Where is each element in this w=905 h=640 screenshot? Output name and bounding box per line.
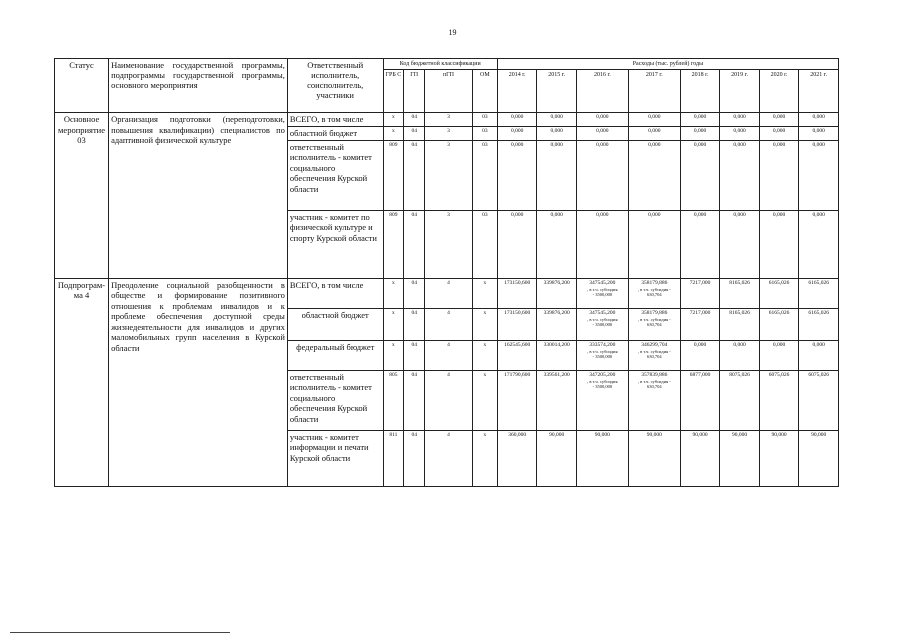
header-name: Наименование государственной программы, подпрограммы государственной программы, основного мероприятия [109, 59, 288, 113]
value-main: 360,000 [508, 431, 527, 438]
value-main: 0,000 [693, 128, 707, 134]
code-cell: 4 [425, 278, 473, 308]
code-cell: 811 [383, 430, 404, 486]
value-cell [680, 278, 720, 308]
code-cell: 04 [404, 113, 425, 127]
value-cell [537, 127, 577, 141]
value-cell [576, 430, 628, 486]
code-cell: 809 [383, 210, 404, 278]
value-note: , в т.ч. субсидия - [637, 348, 671, 354]
value-main: 6165,026 [808, 309, 829, 316]
value-main: 90,000 [771, 431, 787, 438]
value-note: 630,704 [647, 354, 662, 359]
code-cell: 04 [404, 430, 425, 486]
header-year: 2018 г. [680, 70, 720, 113]
value-main: 0,000 [812, 341, 825, 348]
value-main: 0,000 [648, 128, 661, 134]
value-cell [628, 278, 680, 308]
value-main: 0,000 [648, 114, 661, 120]
value-main: 347545,200 [589, 279, 616, 286]
value-main: 0,000 [733, 211, 746, 218]
value-main: 90,000 [811, 431, 827, 438]
value-cell [537, 430, 577, 486]
value-cell [759, 127, 799, 141]
code-cell: 4 [425, 340, 473, 370]
code-cell: х [383, 127, 404, 141]
value-cell [759, 308, 799, 340]
value-main: 0,000 [733, 341, 746, 348]
value-main: 339876,200 [543, 309, 570, 316]
value-main: 0,000 [772, 211, 786, 218]
value-cell [497, 370, 537, 430]
section-status: Основное мероприятие 03 [55, 113, 109, 279]
value-note: , в т.ч. субсидия [587, 378, 618, 384]
value-main: 0,000 [693, 141, 707, 148]
value-cell [680, 308, 720, 340]
code-cell: 03 [472, 210, 497, 278]
value-cell [497, 113, 537, 127]
value-cell [680, 140, 720, 210]
value-cell [759, 370, 799, 430]
value-note: , в т.ч. субсидия - [637, 316, 671, 322]
code-cell: х [383, 308, 404, 340]
value-main: 6165,026 [808, 279, 829, 286]
value-note: , в т.ч. субсидия - [637, 378, 671, 384]
header-year: 2017 г. [628, 70, 680, 113]
value-main: 330014,200 [543, 341, 570, 348]
value-cell [628, 340, 680, 370]
section-name: Преодоление социальной разобщенности в обществе и формирование позитивного отношения к проблемам инвалидов и к проблеме обеспечения доступной среды жизнедеятельности для инвалидов и других маломобильных групп населения в Курской области [109, 278, 288, 486]
header-year: 2019 г. [720, 70, 760, 113]
value-cell [628, 370, 680, 430]
value-main: 90,000 [646, 431, 662, 438]
value-main: 6165,026 [768, 309, 790, 316]
value-main: 0,000 [733, 128, 746, 134]
value-cell [720, 210, 760, 278]
code-cell: х [383, 340, 404, 370]
value-cell [680, 127, 720, 141]
value-cell [537, 370, 577, 430]
value-main: 0,000 [596, 114, 609, 120]
value-cell [720, 278, 760, 308]
code-cell: 4 [425, 370, 473, 430]
value-cell [680, 113, 720, 127]
header-budget-code: Код бюджетной классификации [383, 59, 497, 70]
value-cell [497, 278, 537, 308]
code-cell: 04 [404, 127, 425, 141]
value-cell [628, 210, 680, 278]
value-cell [680, 340, 720, 370]
value-cell [680, 430, 720, 486]
value-main: 90,000 [692, 431, 708, 438]
value-cell [576, 278, 628, 308]
value-main: 358179,886 [641, 309, 668, 316]
code-cell: х [383, 113, 404, 127]
value-cell [759, 140, 799, 210]
code-cell: х [472, 370, 497, 430]
value-main: 0,000 [596, 141, 609, 148]
code-cell: 03 [472, 140, 497, 210]
responsible-cell: ответственный исполнитель - комитет социального обеспечения Курской области [287, 370, 383, 430]
value-cell [576, 127, 628, 141]
value-cell [720, 113, 760, 127]
value-main: 90,000 [732, 431, 748, 438]
value-cell [537, 308, 577, 340]
responsible-cell: ВСЕГО, в том числе [287, 113, 383, 127]
value-main: 339876,200 [543, 279, 570, 286]
value-cell [537, 278, 577, 308]
value-main: 0,000 [772, 128, 786, 134]
value-main: 171790,600 [504, 371, 531, 378]
value-cell [799, 127, 839, 141]
code-cell: 3 [425, 140, 473, 210]
value-main: 8165,026 [729, 309, 750, 316]
value-main: 0,000 [772, 141, 786, 148]
header-year: 2021 г. [799, 70, 839, 113]
value-main: 0,000 [648, 211, 661, 218]
code-cell: х [383, 278, 404, 308]
value-cell [799, 210, 839, 278]
value-main: 7217,000 [689, 279, 711, 286]
code-cell: 809 [383, 140, 404, 210]
code-cell: 03 [472, 127, 497, 141]
header-year: 2016 г. [576, 70, 628, 113]
value-cell [576, 210, 628, 278]
value-cell [576, 308, 628, 340]
section-status: Подпрограм-ма 4 [55, 278, 109, 486]
value-main: 333574,200 [589, 341, 616, 348]
value-main: 0,000 [812, 211, 825, 218]
value-cell [799, 140, 839, 210]
value-note: 630,704 [647, 322, 662, 327]
value-cell [628, 127, 680, 141]
value-main: 0,000 [550, 114, 563, 120]
value-main: 0,000 [510, 114, 524, 120]
value-main: 0,000 [772, 341, 786, 348]
value-note: , в т.ч. субсидия [587, 316, 618, 322]
code-cell: 3 [425, 113, 473, 127]
value-cell [576, 370, 628, 430]
header-expenses: Расходы (тыс. рублей) годы [497, 59, 838, 70]
value-main: 0,000 [772, 114, 786, 120]
footnote-line [10, 632, 230, 633]
value-cell [537, 140, 577, 210]
value-main: 0,000 [693, 341, 707, 348]
value-cell [576, 113, 628, 127]
header-responsible: Ответственный исполнитель, соисполнитель, участники [287, 59, 383, 113]
value-main: 0,000 [510, 211, 524, 218]
value-cell [759, 113, 799, 127]
code-cell: 04 [404, 140, 425, 210]
responsible-cell: участник - комитет информации и печати Курской области [287, 430, 383, 486]
value-cell [759, 430, 799, 486]
value-main: 173150,600 [504, 279, 531, 286]
page-number: 19 [448, 28, 457, 37]
value-main: 0,000 [510, 141, 524, 148]
value-main: 6877,000 [689, 371, 711, 378]
value-cell [720, 340, 760, 370]
value-cell [497, 430, 537, 486]
value-note: , в т.ч. субсидия - [637, 286, 671, 292]
value-main: 357839,886 [641, 371, 668, 378]
value-cell [628, 308, 680, 340]
header-code-col: ГРБ С [383, 70, 404, 113]
budget-table [54, 58, 839, 487]
table-row [55, 113, 839, 127]
value-main: 6165,026 [768, 279, 790, 286]
value-cell [720, 140, 760, 210]
value-main: 0,000 [693, 114, 707, 120]
value-cell [497, 140, 537, 210]
value-main: 346299,704 [641, 341, 668, 348]
value-cell [497, 210, 537, 278]
value-main: 7217,000 [689, 309, 711, 316]
value-main: 8075,026 [729, 371, 750, 378]
value-main: 0,000 [596, 128, 609, 134]
header-code-col: ОМ [472, 70, 497, 113]
value-main: 0,000 [733, 141, 746, 148]
value-main: 90,000 [549, 431, 565, 438]
code-cell: 3 [425, 127, 473, 141]
responsible-cell: федеральный бюджет [287, 340, 383, 370]
value-main: 6075,026 [808, 371, 829, 378]
code-cell: 04 [404, 370, 425, 430]
value-cell [537, 210, 577, 278]
value-cell [680, 210, 720, 278]
value-note: - 3500,000 [592, 354, 613, 359]
value-note: 630,704 [647, 292, 662, 297]
value-cell [720, 127, 760, 141]
value-main: 339561,200 [543, 371, 570, 378]
responsible-cell: участник - комитет по физической культуре и спорту Курской области [287, 210, 383, 278]
value-cell [628, 140, 680, 210]
header-year: 2020 г. [759, 70, 799, 113]
header-code-col: пГП [425, 70, 473, 113]
code-cell: х [472, 308, 497, 340]
value-main: 0,000 [648, 141, 661, 148]
header-year: 2015 г. [537, 70, 577, 113]
value-cell [497, 308, 537, 340]
value-note: - 3500,000 [592, 322, 613, 327]
value-cell [680, 370, 720, 430]
value-note: - 3500,000 [592, 292, 613, 297]
header-code-col: ГП [404, 70, 425, 113]
value-cell [628, 113, 680, 127]
responsible-cell: областной бюджет [287, 127, 383, 141]
value-main: 0,000 [812, 114, 825, 120]
value-main: 6075,026 [768, 371, 790, 378]
code-cell: х [472, 340, 497, 370]
value-cell [720, 308, 760, 340]
value-cell [799, 370, 839, 430]
value-main: 0,000 [733, 114, 746, 120]
value-main: 358179,886 [641, 279, 668, 286]
value-cell [799, 340, 839, 370]
value-note: , в т.ч. субсидия [587, 348, 618, 354]
code-cell: х [472, 430, 497, 486]
value-main: 0,000 [596, 211, 609, 218]
value-cell [759, 278, 799, 308]
code-cell: х [472, 278, 497, 308]
value-note: , в т.ч. субсидия [587, 286, 618, 292]
code-cell: 04 [404, 278, 425, 308]
value-main: 0,000 [550, 141, 563, 148]
header-row-1 [55, 59, 839, 70]
value-cell [799, 308, 839, 340]
value-cell [799, 278, 839, 308]
value-main: 0,000 [510, 128, 524, 134]
value-cell [759, 340, 799, 370]
value-main: 0,000 [550, 211, 563, 218]
value-cell [628, 430, 680, 486]
value-main: 90,000 [594, 431, 610, 438]
value-note: - 3500,000 [592, 384, 613, 389]
responsible-cell: ВСЕГО, в том числе [287, 278, 383, 308]
table-row [55, 278, 839, 308]
value-main: 0,000 [693, 211, 707, 218]
value-main: 0,000 [812, 128, 825, 134]
value-main: 347545,200 [589, 309, 616, 316]
value-main: 173150,600 [504, 309, 531, 316]
value-main: 8165,026 [729, 279, 750, 286]
value-cell [799, 430, 839, 486]
value-cell [497, 340, 537, 370]
value-main: 0,000 [812, 141, 825, 148]
value-note: 630,704 [647, 384, 662, 389]
value-main: 347205,200 [589, 371, 616, 378]
value-cell [759, 210, 799, 278]
code-cell: 04 [404, 210, 425, 278]
value-cell [537, 340, 577, 370]
header-year: 2014 г. [497, 70, 537, 113]
value-cell [576, 140, 628, 210]
value-main: 162545,600 [504, 341, 531, 348]
code-cell: 04 [404, 340, 425, 370]
value-cell [720, 430, 760, 486]
code-cell: 4 [425, 308, 473, 340]
code-cell: 3 [425, 210, 473, 278]
value-cell [720, 370, 760, 430]
value-cell [537, 113, 577, 127]
code-cell: 03 [472, 113, 497, 127]
value-main: 0,000 [550, 128, 563, 134]
value-cell [799, 113, 839, 127]
code-cell: 4 [425, 430, 473, 486]
code-cell: 04 [404, 308, 425, 340]
header-status: Статус [55, 59, 109, 113]
responsible-cell: ответственный исполнитель - комитет социального обеспечения Курской области [287, 140, 383, 210]
section-name: Организация подготовки (переподготовки, повышения квалификации) специалистов по адаптивной физической культуре [109, 113, 288, 279]
value-cell [497, 127, 537, 141]
value-cell [576, 340, 628, 370]
code-cell: 805 [383, 370, 404, 430]
responsible-cell: областной бюджет [287, 308, 383, 340]
